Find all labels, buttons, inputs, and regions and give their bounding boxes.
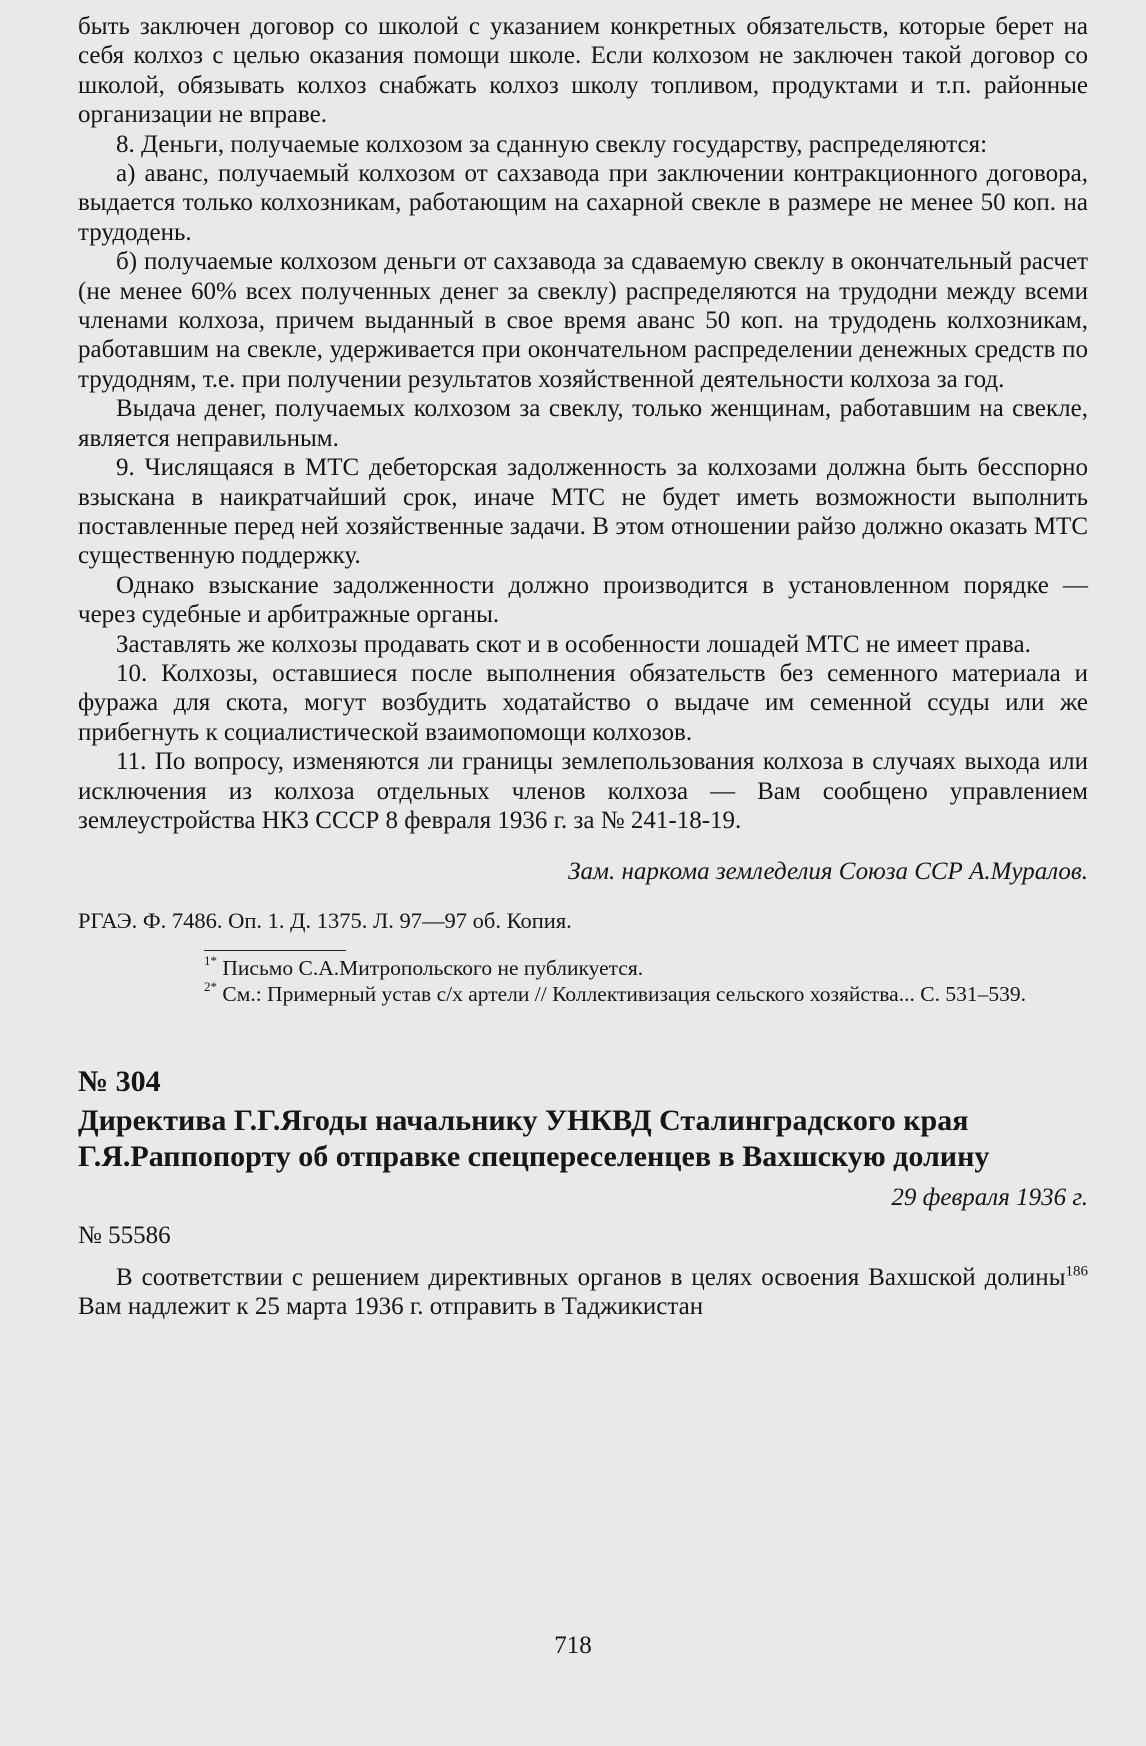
footnote-divider (204, 950, 346, 951)
footnote (204, 952, 1088, 981)
footnote-mark: 2* (204, 978, 217, 994)
document-date: 29 февраля 1936 г. (891, 1183, 1088, 1211)
document-number: № 304 (78, 1064, 161, 1098)
paragraph: Заставлять же колхозы продавать скот и в особенности лошадей МТС не имеет права. (116, 630, 1031, 658)
paragraph: быть заключен договор со школой с указанием конкретных обязательств, которые берет на себя колхоз с целью оказания помощи школе. Если колхозом не заключен такой договор со школой, обязывать колхоз снабжать колхоз школу топливом, продуктами и т.п. районные организации не вправе. (78, 13, 1088, 129)
body-text: Вам надлежит к 25 марта 1936 г. отправить в Таджикистан (78, 1293, 704, 1321)
paragraph (78, 1263, 1088, 1322)
paragraph: Выдача денег, получаемых колхозом за свеклу, только женщинам, работавшим на свекле, является неправильным. (78, 395, 1088, 452)
paragraph: Однако взыскание задолженности должно производится в установленном порядке — через судебные и арбитражные органы. (78, 571, 1088, 629)
footnote (204, 978, 1088, 1007)
paragraph: 10. Колхозы, оставшиеся после выполнения обязательств без семенного материала и фуража для скота, могут возбудить ходатайство о выдаче им семенной ссуды или же прибегнуть к социалистической взаимопомощи колхозов. (78, 659, 1088, 746)
page-number: 718 (554, 1632, 592, 1659)
paragraph: а) аванс, получаемый колхозом от сахзавода при заключении контракционного договора, выдается только колхозникам, работающим на сахарной свекле в размере не менее 50 коп. на трудодень. (78, 160, 1088, 246)
outgoing-number: № 55586 (78, 1221, 171, 1249)
footnote-text: См.: Примерный устав с/х артели // Коллективизация сельского хозяйства... С. 531–539. (222, 981, 1026, 1006)
document-title: Директива Г.Г.Ягоды начальнику УНКВД Сталинградского края Г.Я.Раппопорту об отправке спецпереселенцев в Вахшскую долину (78, 1103, 990, 1173)
archive-source: РГАЭ. Ф. 7486. Оп. 1. Д. 1375. Л. 97—97 об. Копия. (78, 907, 572, 933)
paragraph: 11. По вопросу, изменяются ли границы землепользования колхоза в случаях выхода или исключения из колхоза отдельных членов колхоза — Вам сообщено управлением землеустройства НКЗ СССР 8 февраля 1936 г. за № 241-18-19. (78, 748, 1088, 834)
footnote-mark: 1* (204, 952, 217, 968)
note-reference: 186 (1065, 1263, 1088, 1280)
document-page (78, 12, 1088, 1322)
footnote-text: Письмо С.А.Митропольского не публикуется. (222, 955, 644, 980)
paragraph: 9. Числящаяся в МТС дебеторская задолженность за колхозами должна быть бесспорно взыскана в наикратчайший срок, иначе МТС не будет иметь возможности выполнить поставленные перед ней хозяйственные задачи. В этом отношении райзо должно оказать МТС существенную поддержку. (78, 454, 1088, 570)
signature: Зам. наркома земледелия Союза ССР А.Муралов. (568, 858, 1088, 886)
paragraph: 8. Деньги, получаемые колхозом за сданную свеклу государству, распределяются: (116, 130, 988, 158)
body-text: В соответствии с решением директивных органов в целях освоения Вахшской долины (116, 1263, 1066, 1291)
paragraph: б) получаемые колхозом деньги от сахзавода за сдаваемую свеклу в окончательный расчет (не менее 60% всех полученных денег за свеклу) распределяются на трудодни между всеми членами колхоза, причем выданный в свое время аванс 50 коп. на трудодень колхозникам, работавшим на свекле, удерживается при окончательном распределении денежных средств по трудодням, т.е. при получении результатов хозяйственной деятельности колхоза за год. (78, 248, 1088, 393)
